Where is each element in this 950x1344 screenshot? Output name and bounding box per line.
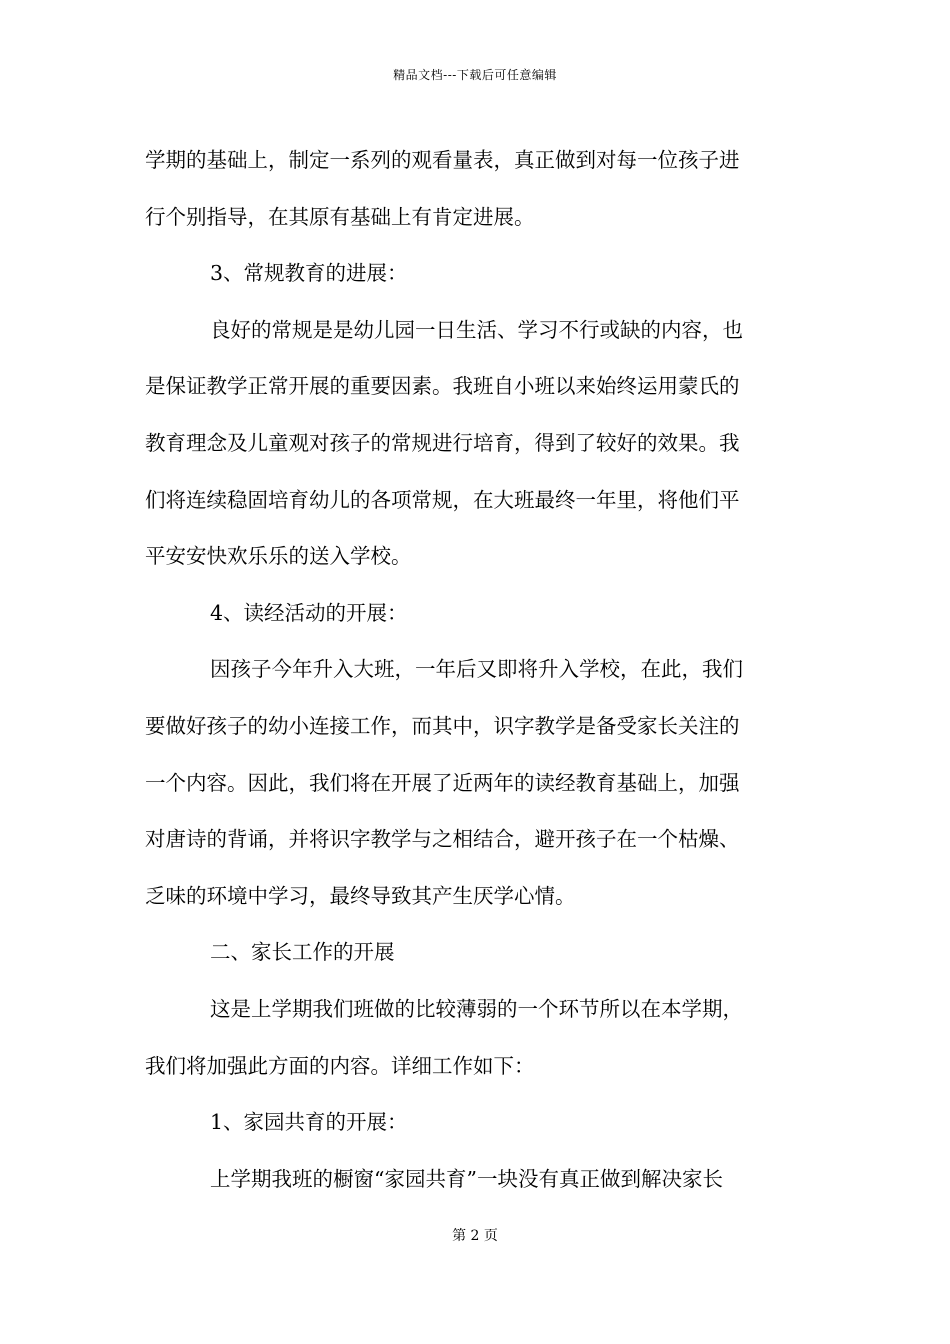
text-line: 乏味的环境中学习，最终导致其产生厌学心情。 (145, 883, 576, 908)
text-line: 学期的基础上，制定一系列的观看量表，真正做到对每一位孩子进 (145, 148, 740, 172)
page-header: 精品文档---下载后可任意编辑 (393, 68, 557, 82)
text-line: 一个内容。因此，我们将在开展了近两年的读经教育基础上，加强 (145, 770, 740, 795)
text-line: 这是上学期我们班做的比较薄弱的一个环节所以在本学期， (210, 996, 743, 1021)
document-body (145, 132, 807, 1207)
text-line: 是保证教学正常开展的重要因素。我班自小班以来始终运用蒙氏的 (145, 374, 740, 399)
section-heading: 二、家长工作的开展 (210, 940, 395, 965)
text-line: 上学期我班的橱窗“家园共育”一块没有真正做到解决家长 (210, 1166, 723, 1191)
text-line: 良好的常规是是幼儿园一日生活、学习不行或缺的内容，也 (210, 317, 743, 342)
text-line: 要做好孩子的幼小连接工作，而其中，识字教学是备受家长关注的 (145, 713, 740, 738)
page-number: 第 2 页 (452, 1228, 498, 1244)
text-line: 因孩子今年升入大班，一年后又即将升入学校，在此，我们 (210, 657, 743, 682)
text-line: 们将连续稳固培育幼儿的各项常规，在大班最终一年里，将他们平 (145, 487, 740, 512)
text-line: 行个别指导，在其原有基础上有肯定进展。 (145, 204, 535, 229)
text-line: 平安安快欢乐乐的送入学校。 (145, 544, 412, 569)
text-line: 我们将加强此方面的内容。详细工作如下： (145, 1053, 535, 1078)
text-line: 教育理念及儿童观对孩子的常规进行培育，得到了较好的效果。我 (145, 430, 740, 455)
text-line: 对唐诗的背诵，并将识字教学与之相结合，避开孩子在一个枯燥、 (145, 827, 740, 852)
section-heading: 3、常规教育的进展： (210, 261, 408, 286)
section-heading: 4、读经活动的开展： (210, 600, 408, 625)
section-heading: 1、家园共育的开展： (210, 1110, 408, 1135)
